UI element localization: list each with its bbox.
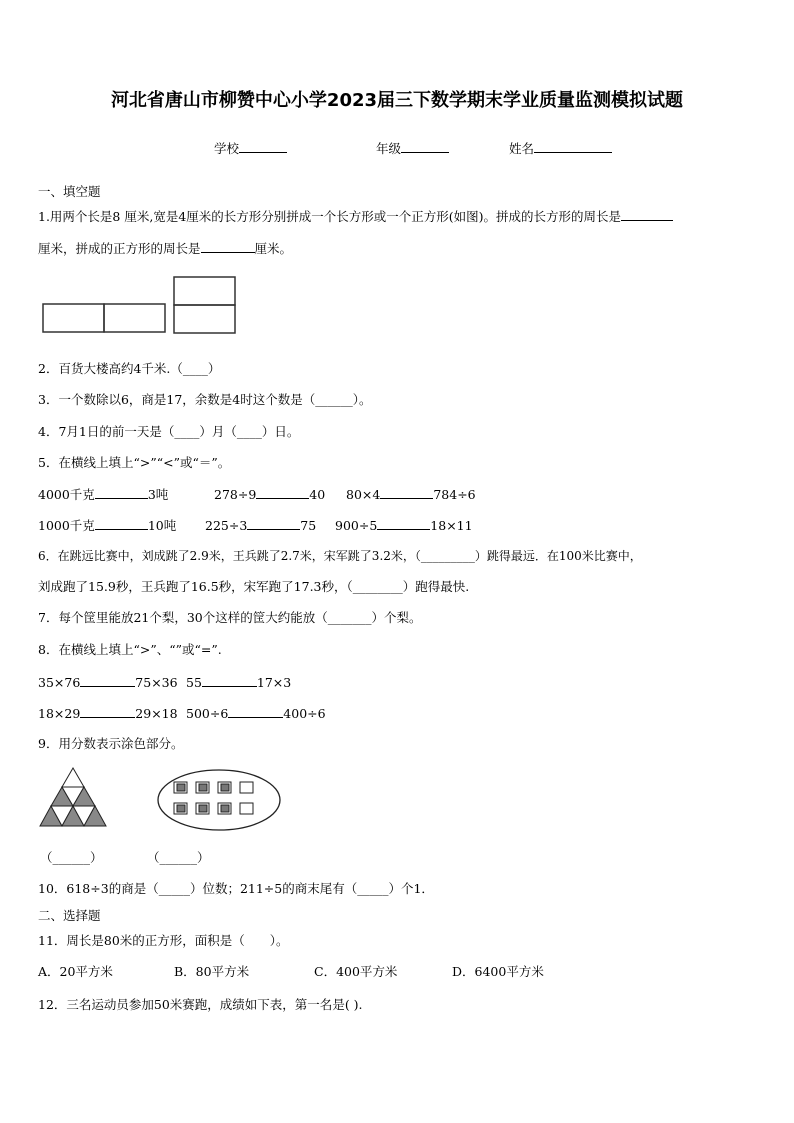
- q1-blank2[interactable]: [201, 239, 255, 253]
- q8-r1-c1-left: 35×76: [38, 675, 81, 690]
- rect-piece-2: [104, 304, 165, 332]
- q8-stem: 8．在横线上填上“>”、“”或“=”.: [38, 642, 222, 657]
- q8-r1-c2-blank[interactable]: [202, 673, 257, 687]
- q5-item: [205, 516, 316, 535]
- section-choice-heading: 二、选择题: [38, 908, 101, 923]
- q5-r1-c3-left: 80×4: [346, 487, 381, 502]
- q8-r1-c2-left: 55: [186, 675, 202, 690]
- q9-triangle-figure: [40, 766, 108, 834]
- q5-r2-c3-left: 900÷5: [335, 518, 378, 533]
- q5-r1-c1-right: 3吨: [147, 487, 169, 502]
- q3: 3．一个数除以6，商是17，余数是4时这个数是（______）。: [38, 392, 372, 407]
- q11-stem: 11．周长是80米的正方形，面积是（ ）。: [38, 933, 289, 948]
- q5-r2-c1-blank[interactable]: [95, 516, 148, 530]
- q5-r2-c2-right: 75: [300, 518, 317, 533]
- q9-blank1[interactable]: （______）: [40, 850, 103, 865]
- grade-label: 年级: [376, 141, 402, 156]
- q11-option-c[interactable]: C．400平方米: [314, 964, 398, 979]
- q4: 4．7月1日的前一天是（____）月（____）日。: [38, 424, 300, 439]
- q1-line2: [38, 239, 292, 258]
- q5-r1-c1-left: 4000千克: [38, 487, 95, 502]
- q1-figure: [40, 274, 240, 336]
- name-label: 姓名: [509, 141, 535, 156]
- school-blank[interactable]: [239, 139, 287, 153]
- q6-line2: 刘成跑了15.9秒，王兵跑了16.5秒，宋军跑了17.3秒，（________）跑得最快.: [38, 579, 470, 594]
- q2: 2．百货大楼高约4千米.（____）: [38, 361, 221, 376]
- q8-r2-c2-blank[interactable]: [228, 704, 283, 718]
- q9-ellipse-figure: [156, 768, 282, 832]
- q1-text: 1.用两个长是8 厘米,宽是4厘米的长方形分别拼成一个长方形或一个正方形(如图)。拼成的长方形的周长是: [38, 209, 622, 224]
- q8-r2-c1-blank[interactable]: [80, 704, 135, 718]
- q5-item: [38, 516, 176, 535]
- grade-field: [376, 139, 449, 158]
- q1-blank1[interactable]: [621, 207, 673, 221]
- q8-r1-c2-right: 17×3: [256, 675, 292, 690]
- grade-blank[interactable]: [401, 139, 449, 153]
- q10: 10．618÷3的商是（_____）位数；211÷5的商末尾有（_____）个1．: [38, 881, 434, 896]
- q8-item: [186, 704, 326, 723]
- q1-text2a: 厘米，拼成的正方形的周长是: [38, 241, 201, 256]
- q8-r2-c1-left: 18×29: [38, 706, 81, 721]
- q5-r1-c3-blank[interactable]: [380, 485, 433, 499]
- q8-item: [186, 673, 291, 692]
- q5-stem: 5．在横线上填上“>”“<”或“＝”。: [38, 455, 231, 470]
- q5-r2-c2-blank[interactable]: [247, 516, 300, 530]
- q5-r2-c3-right: 18×11: [430, 518, 473, 533]
- q12: 12．三名运动员参加50米赛跑，成绩如下表，第一名是( ).: [38, 997, 363, 1012]
- q8-r2-c2-right: 400÷6: [283, 706, 326, 721]
- q8-r2-c1-right: 29×18: [135, 706, 178, 721]
- school-field: [214, 139, 287, 158]
- q5-r2-c1-right: 10吨: [147, 518, 177, 533]
- q5-item: [335, 516, 473, 535]
- q5-item: [214, 485, 325, 504]
- q5-r2-c3-blank[interactable]: [377, 516, 430, 530]
- q1-text2b: 厘米。: [254, 241, 293, 256]
- q5-item: [346, 485, 476, 504]
- q11-option-d[interactable]: D．6400平方米: [452, 964, 544, 979]
- name-blank[interactable]: [534, 139, 612, 153]
- q8-r1-c1-blank[interactable]: [80, 673, 135, 687]
- q8-item: [38, 673, 178, 692]
- q6-line1: 6．在跳远比赛中，刘成跳了2.9米，王兵跳了2.7米，宋军跳了3.2米，（_________）跳得最远．在100米比赛中，: [38, 549, 642, 563]
- q8-r2-c2-left: 500÷6: [186, 706, 229, 721]
- page-title: 河北省唐山市柳赞中心小学2023届三下数学期末学业质量监测模拟试题: [110, 90, 684, 111]
- q5-r1-c1-blank[interactable]: [95, 485, 148, 499]
- q8-r1-c1-right: 75×36: [135, 675, 178, 690]
- q9-blank2[interactable]: （______）: [147, 850, 210, 865]
- school-label: 学校: [214, 141, 240, 156]
- section-fill-heading: 一、填空题: [38, 184, 101, 199]
- q5-r1-c2-left: 278÷9: [214, 487, 257, 502]
- q9-stem: 9．用分数表示涂色部分。: [38, 736, 184, 751]
- q5-r2-c2-left: 225÷3: [205, 518, 248, 533]
- q1-line1: [38, 207, 673, 226]
- q5-item: [38, 485, 168, 504]
- q7: 7．每个筐里能放21个梨，30个这样的筐大约能放（_______）个梨。: [38, 610, 422, 625]
- q8-item: [38, 704, 178, 723]
- q5-r2-c1-left: 1000千克: [38, 518, 95, 533]
- q5-r1-c2-right: 40: [309, 487, 326, 502]
- q5-r1-c2-blank[interactable]: [256, 485, 309, 499]
- q5-r1-c3-right: 784÷6: [433, 487, 476, 502]
- q11-option-a[interactable]: A．20平方米: [38, 964, 113, 979]
- rect-piece-1: [43, 304, 104, 332]
- square-piece-1: [174, 277, 235, 305]
- name-field: [509, 139, 612, 158]
- q11-option-b[interactable]: B．80平方米: [174, 964, 250, 979]
- square-piece-2: [174, 305, 235, 333]
